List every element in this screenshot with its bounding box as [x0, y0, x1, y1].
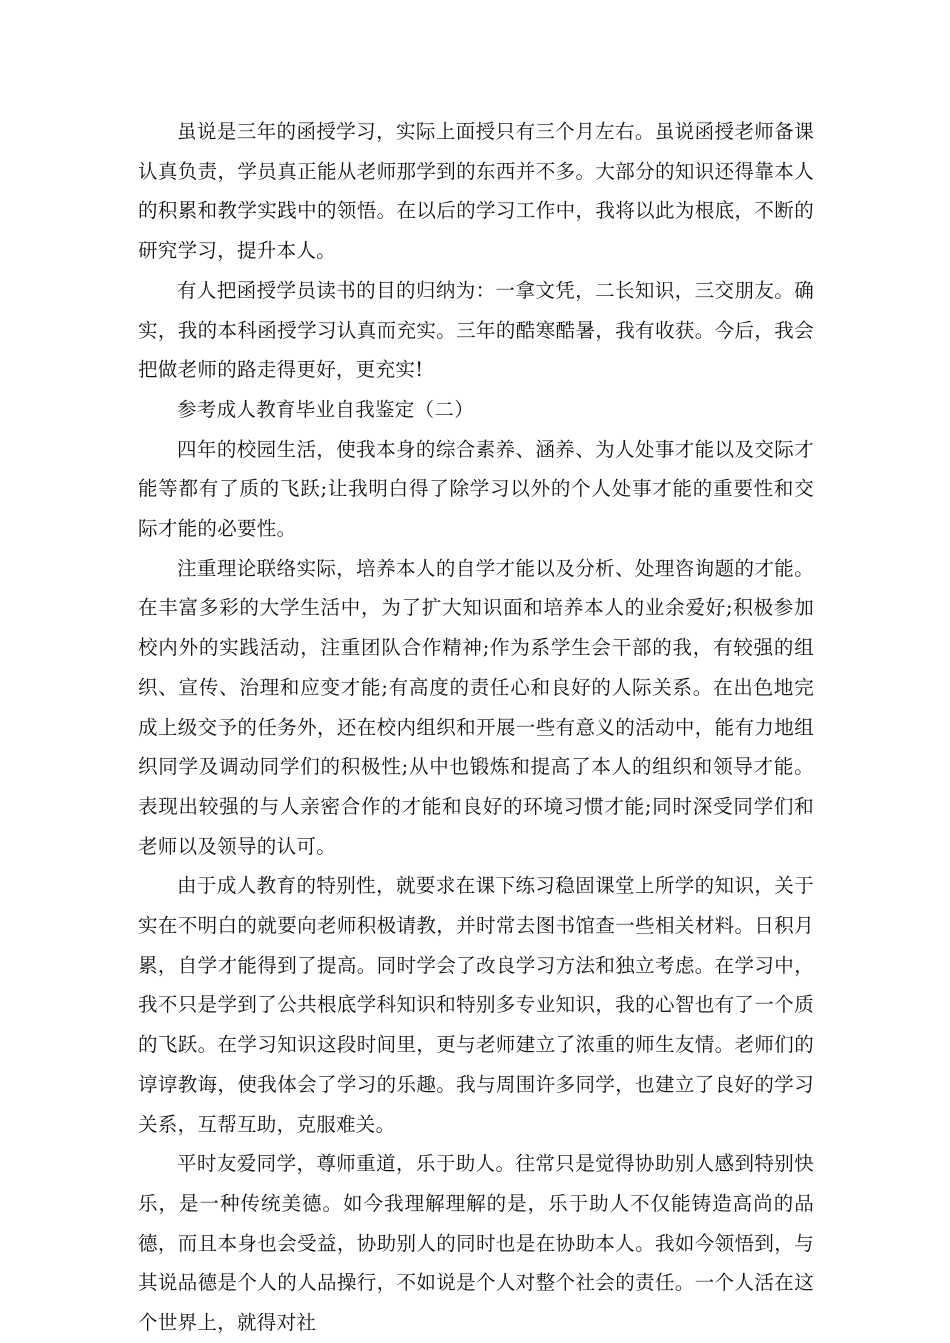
- section-heading: 参考成人教育毕业自我鉴定（二）: [177, 397, 475, 421]
- paragraph-campus-life: 四年的校园生活，使我本身的综合素养、涵养、为人处事才能以及交际才能等都有了质的飞跃;让我明白得了除学习以外的个人处事才能的重要性和交际才能的必要性。: [138, 437, 814, 541]
- paragraph-helping-others: 平时友爱同学，尊师重道，乐于助人。往常只是觉得协助别人感到特别快乐，是一种传统美德。如今我理解理解的是，乐于助人不仅能铸造高尚的品德，而且本身也会受益，协助别人的同时也是在协助本人。我如今领悟到，与其说品德是个人的人品操行，不如说是个人对整个社会的责任。一个人活在这个世界上，就得对社: [138, 1152, 814, 1335]
- document-body: [138, 112, 814, 1343]
- paragraph-study-purpose: 有人把函授学员读书的目的归纳为：一拿文凭，二长知识，三交朋友。确实，我的本科函授学习认真而充实。三年的酷寒酷暑，我有收获。今后，我会把做老师的路走得更好，更充实!: [138, 278, 814, 382]
- paragraph-theory-practice: 注重理论联络实际，培养本人的自学才能以及分析、处理咨询题的才能。在丰富多彩的大学生活中，为了扩大知识面和培养本人的业余爱好;积极参加校内外的实践活动，注重团队合作精神;作为系学生会干部的我，有较强的组织、宣传、治理和应变才能;有高度的责任心和良好的人际关系。在出色地完成上级交予的任务外，还在校内组织和开展一些有意义的活动中，能有力地组织同学及调动同学们的积极性;从中也锻炼和提高了本人的组织和领导才能。表现出较强的与人亲密合作的才能和良好的环境习惯才能;同时深受同学们和老师以及领导的认可。: [138, 556, 814, 858]
- paragraph-correspondence-study: 虽说是三年的函授学习，实际上面授只有三个月左右。虽说函授老师备课认真负责，学员真正能从老师那学到的东西并不多。大部分的知识还得靠本人的积累和教学实践中的领悟。在以后的学习工作中，我将以此为根底，不断的研究学习，提升本人。: [138, 120, 814, 263]
- paragraph-adult-education: 由于成人教育的特别性，就要求在课下练习稳固课堂上所学的知识，关于实在不明白的就要向老师积极请教，并时常去图书馆查一些相关材料。日积月累，自学才能得到了提高。同时学会了改良学习方法和独立考虑。在学习中，我不只是学到了公共根底学科知识和特别多专业知识，我的心智也有了一个质的飞跃。在学习知识这段时间里，更与老师建立了浓重的师生友情。老师们的谆谆教诲，使我体会了学习的乐趣。我与周围许多同学，也建立了良好的学习关系，互帮互助，克服难关。: [138, 874, 814, 1136]
